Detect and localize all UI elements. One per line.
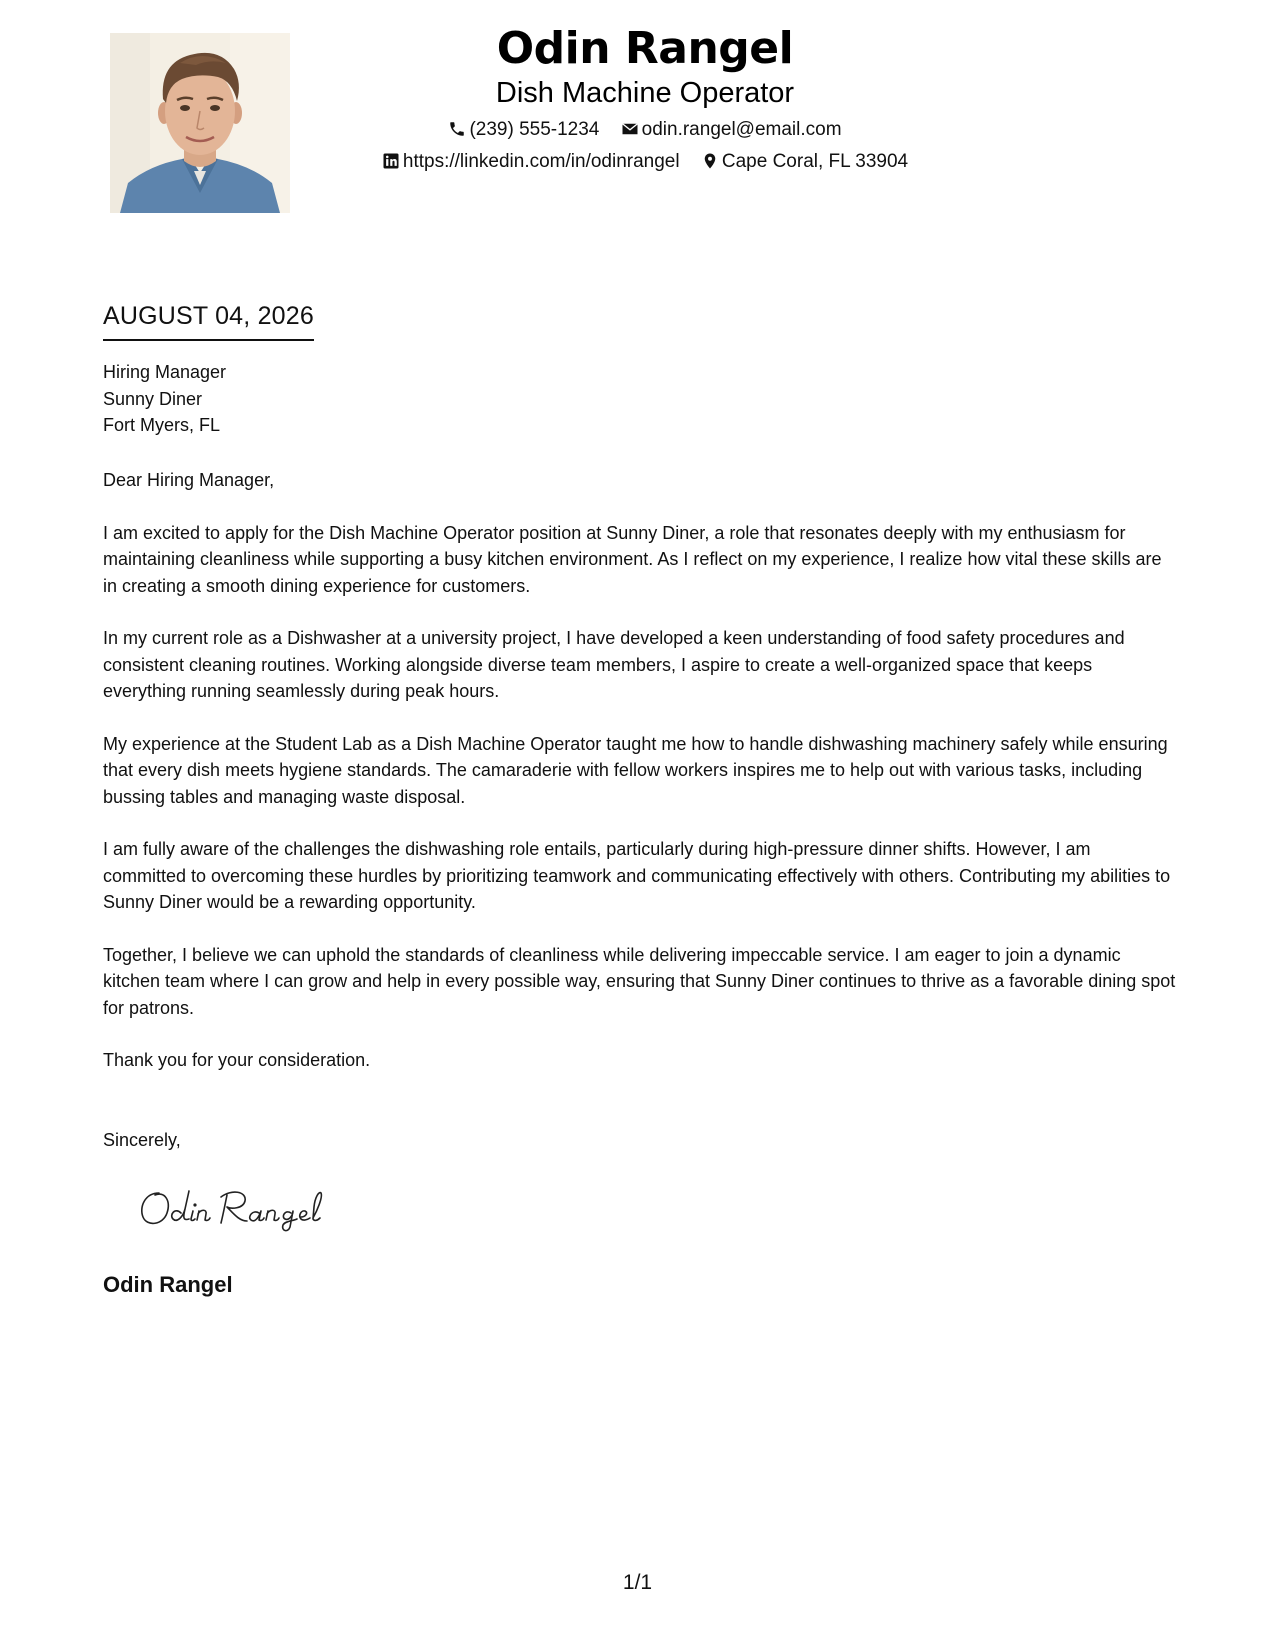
- contact-row-1: [300, 118, 990, 142]
- letter-body: [103, 467, 1178, 1100]
- contact-row-2: [300, 150, 990, 174]
- phone-text: (239) 555-1234: [469, 119, 600, 140]
- contact-location: [701, 150, 908, 174]
- email-text: odin.rangel@email.com: [641, 119, 842, 140]
- signer-name: Odin Rangel: [103, 1272, 233, 1297]
- recipient-location: Fort Myers, FL: [103, 415, 221, 435]
- body-paragraph: I am excited to apply for the Dish Machine Operator position at Sunny Diner, a role that resonates deeply with my enthusiasm for maintaining cleanliness while supporting a busy kitchen environment. As I reflect on my experience, I realize how vital these skills are in creating a smooth dining experience for customers.: [103, 522, 1162, 596]
- page-number: 1/1: [622, 1571, 653, 1594]
- linkedin-icon: [382, 152, 400, 170]
- location-text: Cape Coral, FL 33904: [721, 151, 909, 172]
- contact-linkedin[interactable]: [382, 150, 680, 174]
- body-paragraph: In my current role as a Dishwasher at a university project, I have developed a keen understanding of food safety procedures and consistent cleaning routines. Working alongside diverse team members, I aspire to create a well-organized space that keeps everything running seamlessly during peak hours.: [103, 628, 1125, 701]
- linkedin-text: https://linkedin.com/in/odinrangel: [402, 151, 680, 172]
- recipient-name: Hiring Manager: [103, 362, 227, 382]
- map-pin-icon: [701, 152, 719, 170]
- salutation: Dear Hiring Manager,: [103, 470, 275, 490]
- letter-header: [300, 22, 990, 174]
- letter-date: AUGUST 04, 2026: [103, 301, 314, 341]
- signature-image: [135, 1183, 335, 1233]
- body-paragraph: My experience at the Student Lab as a Dish Machine Operator taught me how to handle dishwashing machinery safely while ensuring that every dish meets hygiene standards. The camaraderie with fellow workers inspires me to help out with various tasks, including bussing tables and managing waste disposal.: [103, 733, 1168, 807]
- recipient-block: [103, 359, 226, 439]
- closing: Sincerely,: [103, 1130, 181, 1150]
- contact-email[interactable]: [621, 118, 842, 142]
- contact-phone[interactable]: [448, 118, 599, 142]
- recipient-company: Sunny Diner: [103, 388, 203, 409]
- body-paragraph: Together, I believe we can uphold the standards of cleanliness while delivering impeccable service. I am eager to join a dynamic kitchen team where I can grow and help in every possible way, ensuring that Sunny Diner continues to thrive as a favorable dining spot for patrons.: [103, 944, 1176, 1018]
- applicant-name: Odin Rangel: [496, 23, 794, 74]
- profile-photo: [110, 33, 290, 213]
- applicant-title: Dish Machine Operator: [495, 77, 795, 109]
- phone-icon: [448, 120, 466, 138]
- envelope-icon: [621, 120, 639, 138]
- body-paragraph: I am fully aware of the challenges the dishwashing role entails, particularly during high-pressure dinner shifts. However, I am committed to overcoming these hurdles by prioritizing teamwork and communicating effectively with others. Contributing my abilities to Sunny Diner would be a rewarding opportunity.: [103, 839, 1171, 912]
- thank-you-line: Thank you for your consideration.: [103, 1050, 371, 1070]
